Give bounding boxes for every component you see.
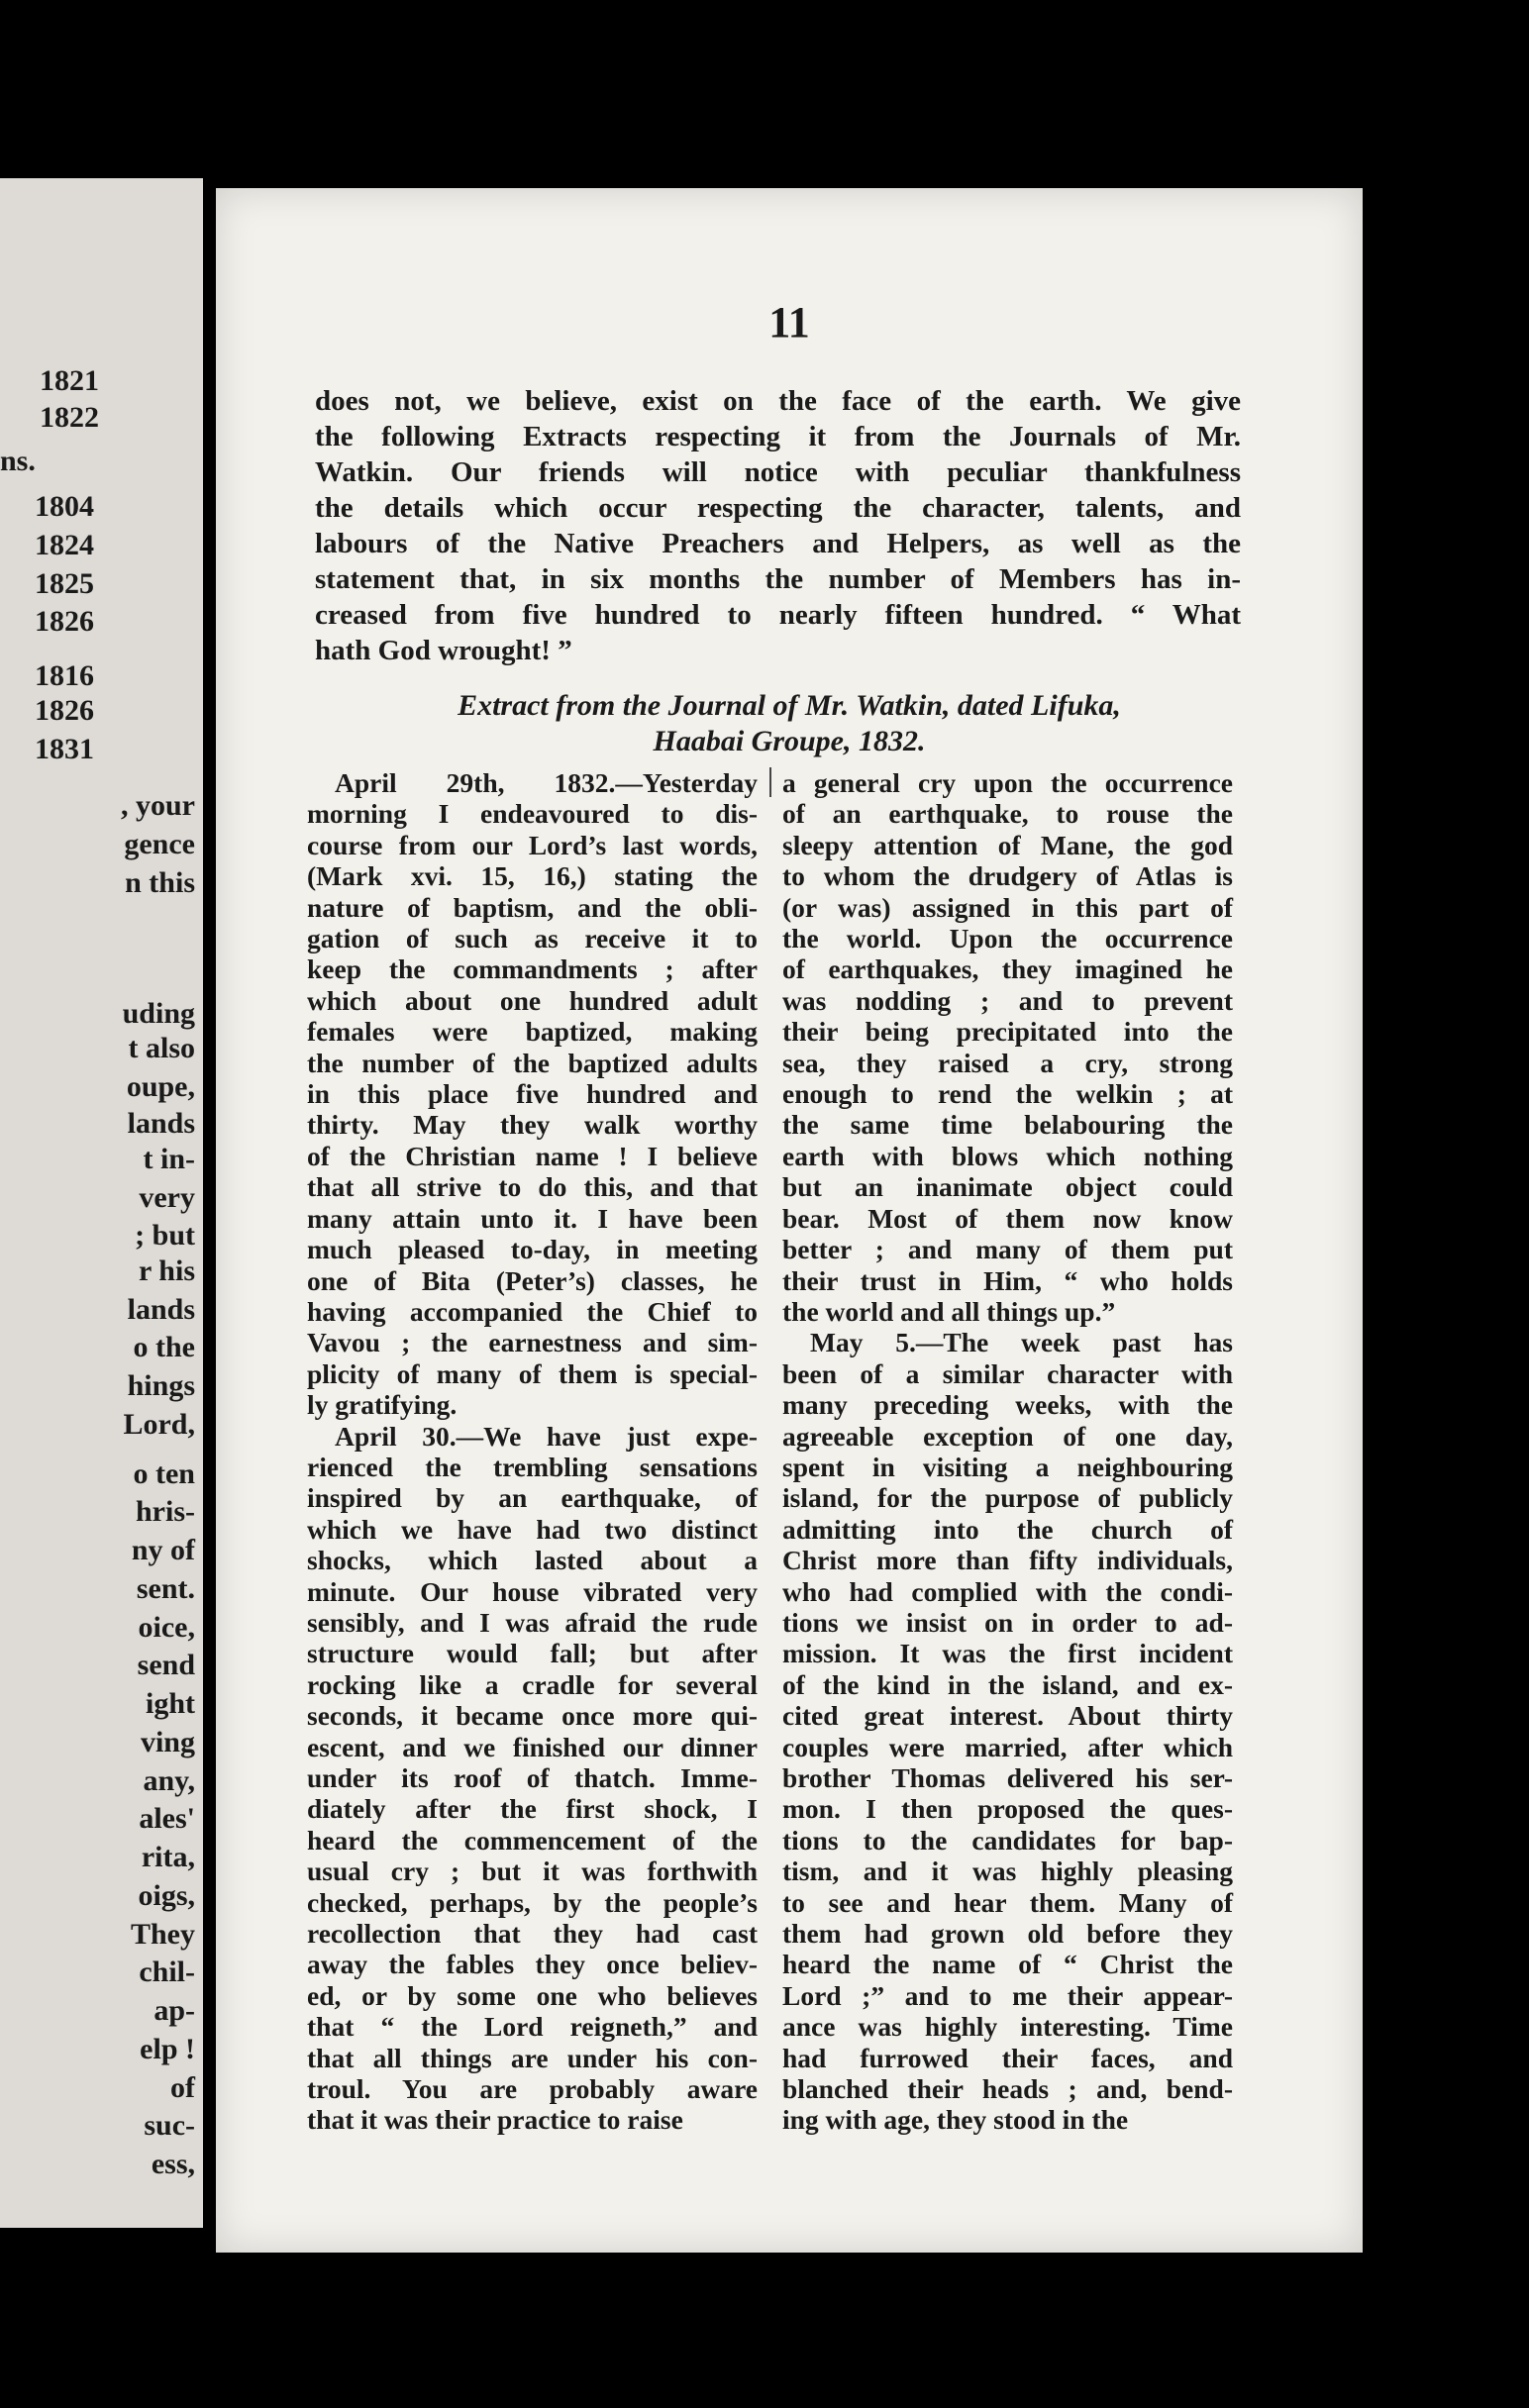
left-page-fragment-line: o the — [133, 1331, 195, 1363]
left-page-fragment-line: lands — [127, 1107, 195, 1140]
left-column-line: in this place five hundred and — [307, 1078, 758, 1110]
left-page-fragment-line: ap- — [153, 1994, 195, 2027]
left-page-fragment-line: 1804 — [35, 490, 94, 523]
right-column-line: the same time belabouring the — [782, 1109, 1233, 1141]
left-column-line: nature of baptism, and the obli- — [307, 891, 758, 923]
right-column-line: had furrowed their faces, and — [782, 2042, 1233, 2073]
column-divider — [769, 767, 771, 797]
right-column-line: cited great interest. About thirty — [782, 1700, 1233, 1732]
left-page-fragment-line: lands — [127, 1293, 195, 1326]
left-page-fragment-line: n this — [125, 866, 195, 899]
left-column-line: under its roof of thatch. Imme- — [307, 1762, 758, 1793]
left-page-fragment — [0, 178, 203, 2228]
right-column-line: agreeable exception of one day, — [782, 1420, 1233, 1452]
left-page-fragment-line: Lord, — [123, 1408, 195, 1441]
left-page-text — [0, 178, 203, 2228]
intro-line: Watkin. Our friends will notice with peculiar thankfulness — [315, 456, 1241, 488]
right-column-line: the world and all things up.” — [782, 1295, 1116, 1327]
left-column-line: which about one hundred adult — [307, 984, 758, 1016]
right-column-line: many preceding weeks, with the — [782, 1389, 1233, 1421]
left-page-fragment-line: 1821 — [40, 364, 99, 397]
intro-paragraph — [315, 383, 1241, 668]
right-column-line: ing with age, they stood in the — [782, 2104, 1129, 2136]
heading-line-2: Haabai Groupe, 1832. — [653, 725, 926, 757]
left-page-fragment-line: oigs, — [138, 1879, 195, 1912]
right-column-line: them had grown old before they — [782, 1918, 1233, 1950]
left-column-line: usual cry ; but it was forthwith — [307, 1856, 758, 1887]
left-page-fragment-line: ny of — [131, 1534, 195, 1566]
left-column-line: that all strive to do this, and that — [307, 1171, 758, 1203]
left-page-fragment-line: ess, — [151, 2148, 195, 2180]
right-column-line: who had complied with the condi- — [782, 1575, 1233, 1607]
left-column-line: that it was their practice to raise — [307, 2104, 683, 2136]
left-page-fragment-line: any, — [143, 1764, 195, 1797]
intro-line: does not, we believe, exist on the face of the earth. We give — [315, 385, 1241, 417]
right-column-line: to whom the drudgery of Atlas is — [782, 860, 1233, 892]
left-column-line: diately after the first shock, I — [307, 1793, 758, 1825]
right-column-line: of earthquakes, they imagined he — [782, 953, 1233, 985]
left-column-line: females were baptized, making — [307, 1016, 758, 1048]
right-column-line: brother Thomas delivered his ser- — [782, 1762, 1233, 1793]
left-page-fragment-line: 1824 — [35, 529, 94, 561]
left-page-fragment-line: 1825 — [35, 567, 94, 600]
right-column-line: bear. Most of them now know — [782, 1202, 1233, 1234]
left-column-line: rienced the trembling sensations — [307, 1451, 758, 1482]
left-column-line: keep the commandments ; after — [307, 953, 758, 985]
right-column-line: better ; and many of them put — [782, 1234, 1233, 1265]
right-column-line: Christ more than fifty individuals, — [782, 1545, 1233, 1576]
right-column-line: their trust in Him, “ who holds — [782, 1264, 1233, 1296]
left-page-fragment-line: 1826 — [35, 605, 94, 638]
left-column-line: shocks, which lasted about a — [307, 1545, 758, 1576]
right-column-line: a general cry upon the occurrence — [782, 767, 1233, 798]
right-column-line: Lord ;” and to me their appear- — [782, 1979, 1233, 2011]
left-page-fragment-line: hings — [127, 1369, 195, 1402]
left-column-line: troul. You are probably aware — [307, 2073, 758, 2105]
left-page-fragment-line: t also — [128, 1032, 195, 1064]
left-page-fragment-line: gence — [124, 828, 195, 860]
left-page-fragment-line: chil- — [139, 1956, 195, 1988]
intro-line: the details which occur respecting the character, talents, and — [315, 492, 1241, 524]
left-page-fragment-line: , your — [121, 789, 195, 822]
right-column-line: tions we insist on in order to ad- — [782, 1606, 1233, 1638]
left-page-fragment-line: oice, — [138, 1611, 195, 1644]
right-column-line: was nodding ; and to prevent — [782, 984, 1233, 1016]
left-column-line: inspired by an earthquake, of — [307, 1482, 758, 1514]
left-column-line: minute. Our house vibrated very — [307, 1575, 758, 1607]
right-column-line: May 5.—The week past has — [810, 1327, 1233, 1358]
intro-line: statement that, in six months the number of Members has in- — [315, 563, 1241, 595]
page-number: 11 — [768, 298, 810, 347]
left-column-line: of the Christian name ! I believe — [307, 1140, 758, 1171]
left-column-line: much pleased to-day, in meeting — [307, 1234, 758, 1265]
left-column-line: ly gratifying. — [307, 1389, 458, 1421]
left-column-line: recollection that they had cast — [307, 1918, 758, 1950]
left-page-fragment-line: r his — [139, 1254, 195, 1287]
right-column-line: admitting into the church of — [782, 1513, 1233, 1545]
journal-columns — [307, 767, 1253, 2203]
left-column-line: one of Bita (Peter’s) classes, he — [307, 1264, 758, 1296]
left-page-fragment-line: ales' — [139, 1802, 195, 1835]
left-column-line: morning I endeavoured to dis- — [307, 798, 758, 830]
right-column-line: couples were married, after which — [782, 1731, 1233, 1762]
left-column-line: ed, or by some one who believes — [307, 1979, 758, 2011]
heading-line-1: Extract from the Journal of Mr. Watkin, dated Lifuka, — [458, 689, 1121, 722]
left-column-line: which we have had two distinct — [307, 1513, 758, 1545]
left-column-line: rocking like a cradle for several — [307, 1668, 758, 1700]
right-column-line: to see and hear them. Many of — [782, 1886, 1233, 1918]
left-column-line: sensibly, and I was afraid the rude — [307, 1606, 758, 1638]
left-column-line: heard the commencement of the — [307, 1824, 758, 1856]
intro-line: the following Extracts respecting it from the Journals of Mr. — [315, 421, 1241, 452]
right-column-line: heard the name of “ Christ the — [782, 1949, 1233, 1980]
left-page-fragment-line: ight — [145, 1687, 195, 1720]
left-column-line: April 29th, 1832.—Yesterday — [335, 767, 758, 798]
left-column-line: escent, and we finished our dinner — [307, 1731, 758, 1762]
right-column-line: of an earthquake, to rouse the — [782, 798, 1233, 830]
left-column-line: away the fables they once believ- — [307, 1949, 758, 1980]
left-page-fragment-line: o ten — [133, 1457, 195, 1490]
left-column-line: that “ the Lord reigneth,” and — [307, 2011, 758, 2043]
intro-line: creased from five hundred to nearly fifteen hundred. “ What — [315, 599, 1241, 631]
intro-line: labours of the Native Preachers and Helpers, as well as the — [315, 528, 1241, 559]
right-column-line: spent in visiting a neighbouring — [782, 1451, 1233, 1482]
left-column-line: checked, perhaps, by the people’s — [307, 1886, 758, 1918]
left-column-line: course from our Lord’s last words, — [307, 829, 758, 860]
extract-heading — [216, 688, 1363, 759]
right-column-line: mon. I then proposed the ques- — [782, 1793, 1233, 1825]
left-column-line: April 30.—We have just expe- — [335, 1420, 758, 1452]
left-column — [307, 767, 758, 2136]
left-page-fragment-line: rita, — [141, 1841, 195, 1873]
left-page-fragment-line: ving — [140, 1726, 195, 1758]
left-page-fragment-line: of — [170, 2071, 195, 2104]
right-column-line: been of a similar character with — [782, 1357, 1233, 1389]
left-page-fragment-line: elp ! — [140, 2033, 195, 2065]
left-column-line: plicity of many of them is special- — [307, 1357, 758, 1389]
right-column-line: (or was) assigned in this part of — [782, 891, 1233, 923]
left-page-fragment-line: send — [137, 1649, 195, 1681]
right-column-line: island, for the purpose of publicly — [782, 1482, 1233, 1514]
left-page-fragment-line: They — [130, 1918, 195, 1951]
right-column-line: tism, and it was highly pleasing — [782, 1856, 1233, 1887]
right-column-line: but an inanimate object could — [782, 1171, 1233, 1203]
right-column-line: tions to the candidates for bap- — [782, 1824, 1233, 1856]
right-column-line: ance was highly interesting. Time — [782, 2011, 1233, 2043]
right-column-line: enough to rend the welkin ; at — [782, 1078, 1233, 1110]
left-page-fragment-line: 1822 — [40, 401, 99, 434]
left-page-fragment-line: sent. — [136, 1572, 195, 1605]
left-column-line: that all things are under his con- — [307, 2042, 758, 2073]
right-column-line: earth with blows which nothing — [782, 1140, 1233, 1171]
left-column-line: having accompanied the Chief to — [307, 1295, 758, 1327]
left-page-fragment-line: 1826 — [35, 694, 94, 727]
intro-line: hath God wrought! ” — [315, 635, 572, 666]
left-column-line: structure would fall; but after — [307, 1638, 758, 1669]
right-column-line: sleepy attention of Mane, the god — [782, 829, 1233, 860]
right-column-line: their being precipitated into the — [782, 1016, 1233, 1048]
right-column-line: mission. It was the first incident — [782, 1638, 1233, 1669]
left-page-fragment-line: oupe, — [126, 1070, 195, 1103]
left-page-fragment-line: ; but — [135, 1219, 195, 1252]
left-page-fragment-line: suc- — [144, 2109, 195, 2142]
left-page-fragment-line: very — [139, 1181, 195, 1214]
left-column-line: (Mark xvi. 15, 16,) stating the — [307, 860, 758, 892]
right-column-line: sea, they raised a cry, strong — [782, 1047, 1233, 1078]
left-page-fragment-line: 1816 — [35, 659, 94, 692]
left-column-line: many attain unto it. I have been — [307, 1202, 758, 1234]
left-column-line: gation of such as receive it to — [307, 923, 758, 954]
left-page-fragment-line: 1831 — [35, 733, 94, 765]
left-page-fragment-line: ns. — [0, 445, 36, 477]
right-column — [782, 767, 1233, 2136]
left-column-line: Vavou ; the earnestness and sim- — [307, 1327, 758, 1358]
left-page-fragment-line: uding — [122, 997, 195, 1030]
main-page — [216, 188, 1363, 2253]
left-page-fragment-line: t in- — [143, 1143, 195, 1175]
right-column-line: blanched their heads ; and, bend- — [782, 2073, 1233, 2105]
left-column-line: the number of the baptized adults — [307, 1047, 758, 1078]
left-page-fragment-line: hris- — [136, 1495, 195, 1528]
right-column-line: the world. Upon the occurrence — [782, 923, 1233, 954]
left-column-line: thirty. May they walk worthy — [307, 1109, 758, 1141]
left-column-line: seconds, it became once more qui- — [307, 1700, 758, 1732]
right-column-line: of the kind in the island, and ex- — [782, 1668, 1233, 1700]
